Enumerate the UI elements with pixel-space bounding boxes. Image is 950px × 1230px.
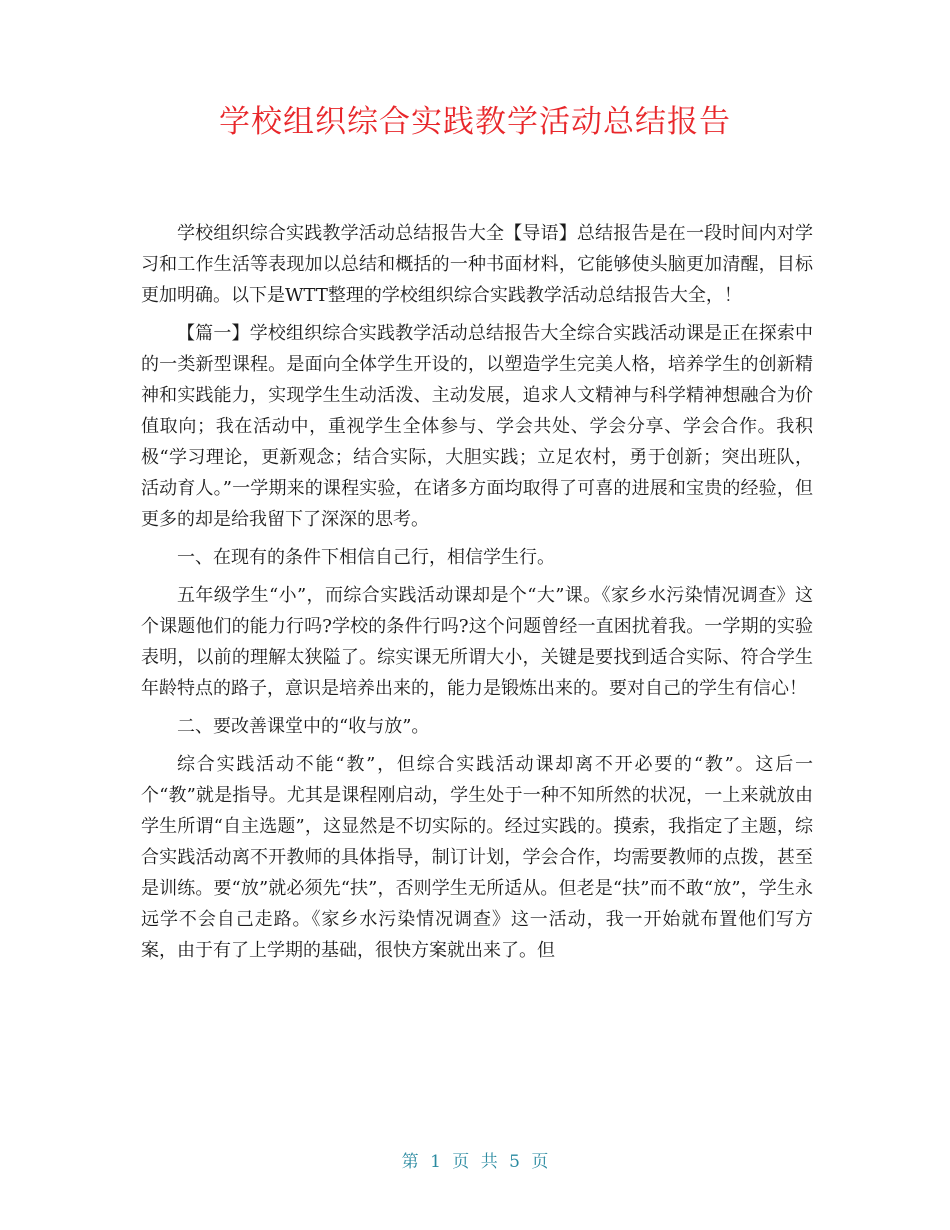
page-number-footer: 第 1 页 共 5 页: [401, 1152, 549, 1172]
paragraph-part-one: 【篇一】学校组织综合实践教学活动总结报告大全综合实践活动课是正在探索中的一类新型课程。是面向全体学生开设的，以塑造学生完美人格，培养学生的创新精神和实践能力，实现学生生动活泼、主动发展，追求人文精神与科学精神想融合为价值取向；我在活动中，重视学生全体参与、学会共处、学会分享、学会合作。我积极“学习理论，更新观念；结合实际，大胆实践；立足农村，勇于创新；突出班队，活动育人。”一学期来的课程实验，在诸多方面均取得了可喜的进展和宝贵的经验，但更多的却是给我留下了深深的思考。: [141, 323, 813, 530]
paragraph-section-one: 五年级学生“小”，而综合实践活动课却是个“大”课。《家乡水污染情况调查》这个课题他们的能力行吗?学校的条件行吗?这个问题曾经一直困扰着我。一学期的实验表明，以前的理解太狭隘了。综实课无所谓大小，关键是要找到适合实际、符合学生年龄特点的路子，意识是培养出来的，能力是锻炼出来的。要对自己的学生有信心！: [141, 585, 813, 699]
section-heading-one: 一、在现有的条件下相信自己行，相信学生行。: [177, 547, 555, 568]
paragraph-section-two: 综合实践活动不能“教”，但综合实践活动课却离不开必要的“教”。这后一个“教”就是指导。尤其是课程刚启动，学生处于一种不知所然的状况，一上来就放由学生所谓“自主选题”，这显然是不切实际的。经过实践的。摸索，我指定了主题，综合实践活动离不开教师的具体指导，制订计划，学会合作，均需要教师的点拨，甚至是训练。要“放”就必须先“扶”，否则学生无所适从。但老是“扶”而不敢“放”，学生永远学不会自己走路。《家乡水污染情况调查》这一活动，我一开始就布置他们写方案，由于有了上学期的基础，很快方案就出来了。但: [141, 754, 813, 961]
section-heading-two: 二、要改善课堂中的“收与放”。: [177, 716, 430, 737]
document-title: 学校组织综合实践教学活动总结报告: [219, 104, 731, 140]
document-body: [141, 218, 813, 966]
paragraph-intro: 学校组织综合实践教学活动总结报告大全【导语】总结报告是在一段时间内对学习和工作生活等表现加以总结和概括的一种书面材料，它能够使头脑更加清醒，目标更加明确。以下是WTT整理的学校组织综合实践教学活动总结报告大全，！: [141, 223, 813, 306]
